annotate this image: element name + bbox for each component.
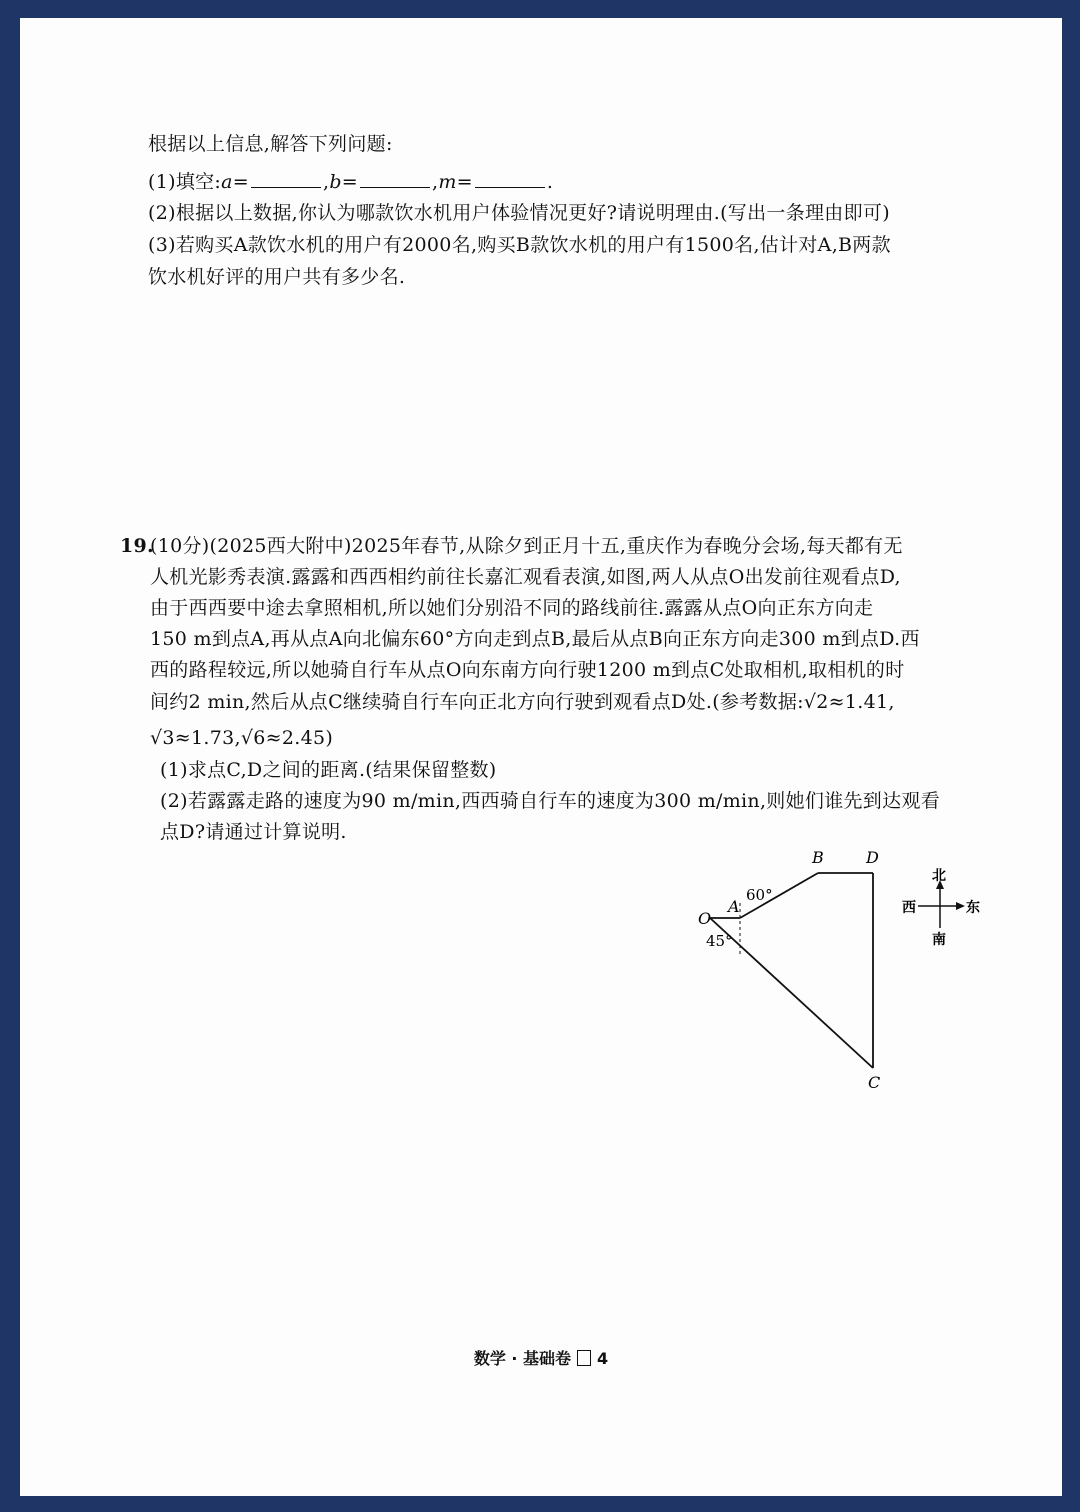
q18-blank-a-label: a=: [221, 171, 249, 193]
q18-part1: (1)填空:a= ,b= ,m= .: [148, 171, 554, 193]
q19-line-6: 间约2 min,然后从点C继续骑自行车向正北方向行驶到观看点D处.(参考数据:√2≈1.41,: [150, 691, 895, 713]
q18-part3-line1: (3)若购买A款饮水机的用户有2000名,购买B款饮水机的用户有1500名,估计对A,B两款: [148, 234, 891, 256]
q18-part1-prefix: (1)填空:: [148, 171, 222, 193]
blank-a[interactable]: [251, 169, 321, 188]
compass-west: 西: [902, 900, 916, 916]
q18-part3-line2: 饮水机好评的用户共有多少名.: [148, 266, 406, 288]
compass-south: 南: [932, 932, 946, 948]
q19-part2-line2: 点D?请通过计算说明.: [160, 821, 347, 843]
label-A: A: [728, 897, 740, 916]
label-C: C: [868, 1073, 881, 1088]
q19-line-7: √3≈1.73,√6≈2.45): [150, 727, 334, 749]
q19-line-4: 150 m到点A,再从点A向北偏东60°方向走到点B,最后从点B向正东方向走300 m到点D.西: [150, 628, 920, 650]
blank-b[interactable]: [360, 169, 430, 188]
compass-icon: [902, 868, 980, 948]
compass-east: 东: [966, 900, 980, 916]
angle-60-label: 60°: [746, 886, 773, 904]
blank-m[interactable]: [475, 169, 545, 188]
page: [20, 18, 1062, 1496]
label-O: O: [698, 909, 712, 928]
label-B: B: [812, 848, 824, 867]
q19-part2-line1: (2)若露露走路的速度为90 m/min,西西骑自行车的速度为300 m/min,则她们谁先到达观看: [160, 790, 941, 812]
q18-intro: 根据以上信息,解答下列问题:: [148, 133, 393, 155]
segment-OC: [710, 918, 873, 1068]
q18-part1-end: .: [546, 171, 554, 193]
book-icon: [577, 1350, 591, 1366]
q19-line-5: 西的路程较远,所以她骑自行车从点O向东南方向行驶1200 m到点C处取相机,取相机的时: [150, 659, 905, 681]
q19-part1: (1)求点C,D之间的距离.(结果保留整数): [160, 759, 497, 781]
geometry-diagram: [670, 848, 990, 1088]
q19-number: 19.: [120, 535, 154, 557]
page-number: 4: [597, 1349, 609, 1368]
footer-subject: 数学 · 基础卷: [473, 1349, 572, 1368]
label-D: D: [866, 848, 879, 867]
angle-45-label: 45°: [706, 932, 733, 950]
page-footer: [20, 1346, 1062, 1369]
q18-part2: (2)根据以上数据,你认为哪款饮水机用户体验情况更好?请说明理由.(写出一条理由即可): [148, 202, 890, 224]
compass-north: 北: [932, 868, 946, 884]
q19-line-3: 由于西西要中途去拿照相机,所以她们分别沿不同的路线前往.露露从点O向正东方向走: [150, 597, 874, 619]
q18-blank-m-label: m=: [438, 171, 473, 193]
q19-line-1: (10分)(2025西大附中)2025年春节,从除夕到正月十五,重庆作为春晚分会场,每天都有无: [150, 535, 903, 557]
q18-blank-b-label: b=: [329, 171, 359, 193]
q19-line-2: 人机光影秀表演.露露和西西相约前往长嘉汇观看表演,如图,两人从点O出发前往观看点D,: [150, 566, 901, 588]
